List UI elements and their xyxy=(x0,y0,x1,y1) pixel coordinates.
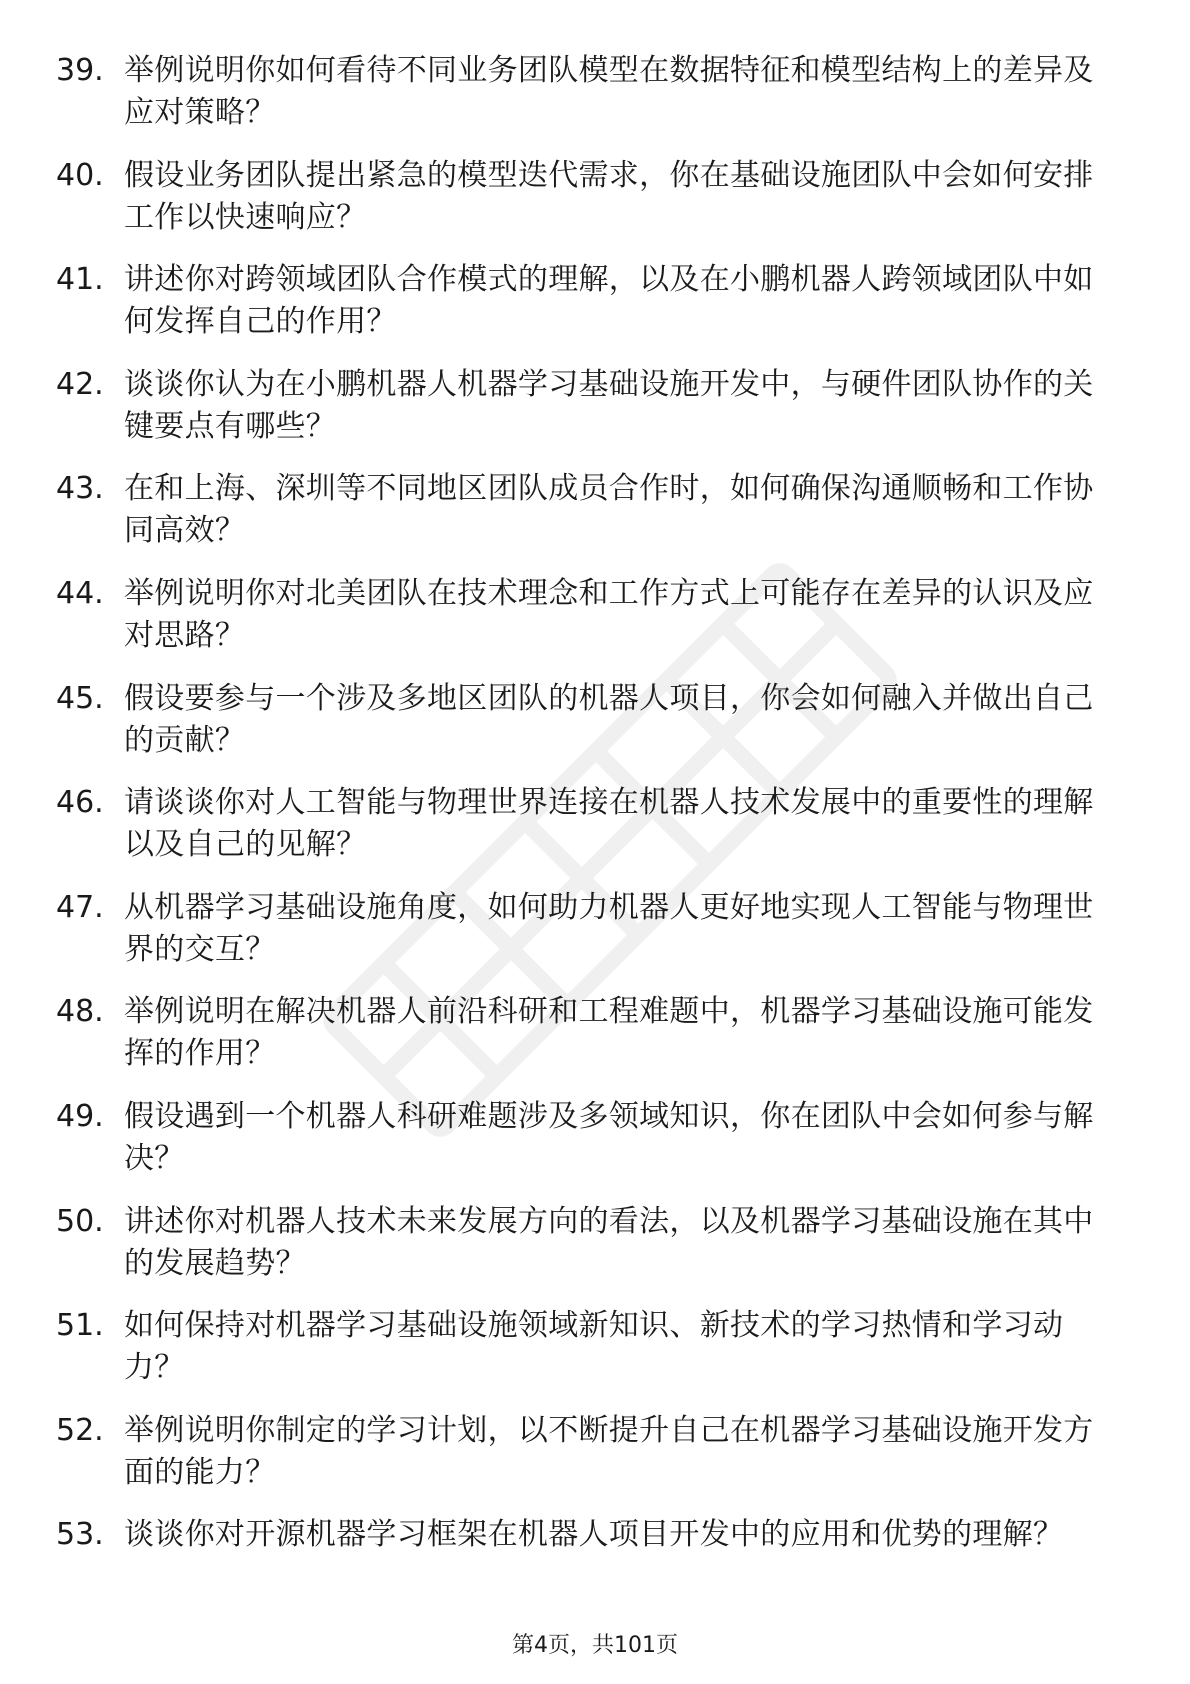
list-item xyxy=(0,468,1190,552)
question-text: 谈谈你认为在小鹏机器人机器学习基础设施开发中，与硬件团队协作的关键要点有哪些？ xyxy=(124,366,1094,444)
question-text: 在和上海、深圳等不同地区团队成员合作时，如何确保沟通顺畅和工作协同高效？ xyxy=(124,471,1094,549)
question-number: 51. xyxy=(56,1308,104,1344)
question-number: 53. xyxy=(56,1517,104,1553)
list-item xyxy=(0,1305,1190,1389)
list-item xyxy=(0,887,1190,971)
question-number: 42. xyxy=(56,366,104,402)
question-text: 假设遇到一个机器人科研难题涉及多领域知识，你在团队中会如何参与解决？ xyxy=(124,1098,1094,1176)
question-number: 39. xyxy=(56,53,104,88)
page-footer: 第4页，共101页 xyxy=(512,1633,678,1658)
question-number: 48. xyxy=(56,994,104,1030)
list-item xyxy=(0,782,1190,866)
question-number: 44. xyxy=(56,575,104,611)
question-text: 举例说明你如何看待不同业务团队模型在数据特征和模型结构上的差异及应对策略？ xyxy=(124,53,1094,130)
question-text: 讲述你对机器人技术未来发展方向的看法，以及机器学习基础设施在其中的发展趋势？ xyxy=(124,1203,1094,1281)
question-number: 43. xyxy=(56,471,104,507)
list-item xyxy=(0,1201,1190,1285)
question-text: 举例说明你制定的学习计划，以不断提升自己在机器学习基础设施开发方面的能力？ xyxy=(124,1412,1094,1490)
list-item xyxy=(0,155,1190,239)
question-text: 讲述你对跨领域团队合作模式的理解，以及在小鹏机器人跨领域团队中如何发挥自己的作用？ xyxy=(124,262,1094,340)
question-number: 50. xyxy=(56,1203,104,1239)
list-item xyxy=(0,1096,1190,1180)
question-number: 41. xyxy=(56,262,104,298)
question-list xyxy=(0,50,1190,1619)
question-text: 如何保持对机器学习基础设施领域新知识、新技术的学习热情和学习动力？ xyxy=(124,1308,1064,1386)
question-number: 47. xyxy=(56,889,104,925)
question-text: 请谈谈你对人工智能与物理世界连接在机器人技术发展中的重要性的理解以及自己的见解？ xyxy=(124,785,1094,863)
question-text: 假设业务团队提出紧急的模型迭代需求，你在基础设施团队中会如何安排工作以快速响应？ xyxy=(124,157,1094,235)
list-item xyxy=(0,1410,1190,1494)
list-item xyxy=(0,50,1190,134)
list-item xyxy=(0,678,1190,762)
question-number: 52. xyxy=(56,1412,104,1448)
question-number: 45. xyxy=(56,680,104,716)
question-text: 假设要参与一个涉及多地区团队的机器人项目，你会如何融入并做出自己的贡献？ xyxy=(124,680,1094,758)
question-text: 从机器学习基础设施角度，如何助力机器人更好地实现人工智能与物理世界的交互？ xyxy=(124,889,1094,967)
question-text: 举例说明你对北美团队在技术理念和工作方式上可能存在差异的认识及应对思路？ xyxy=(124,575,1094,653)
question-text: 举例说明在解决机器人前沿科研和工程难题中，机器学习基础设施可能发挥的作用？ xyxy=(124,994,1094,1072)
list-item xyxy=(0,364,1190,448)
question-number: 40. xyxy=(56,157,104,193)
question-text: 谈谈你对开源机器学习框架在机器人项目开发中的应用和优势的理解？ xyxy=(124,1517,1064,1553)
list-item xyxy=(0,991,1190,1075)
question-number: 46. xyxy=(56,785,104,821)
list-item xyxy=(0,259,1190,343)
question-number: 49. xyxy=(56,1098,104,1134)
list-item xyxy=(0,573,1190,657)
list-item xyxy=(0,1514,1190,1598)
